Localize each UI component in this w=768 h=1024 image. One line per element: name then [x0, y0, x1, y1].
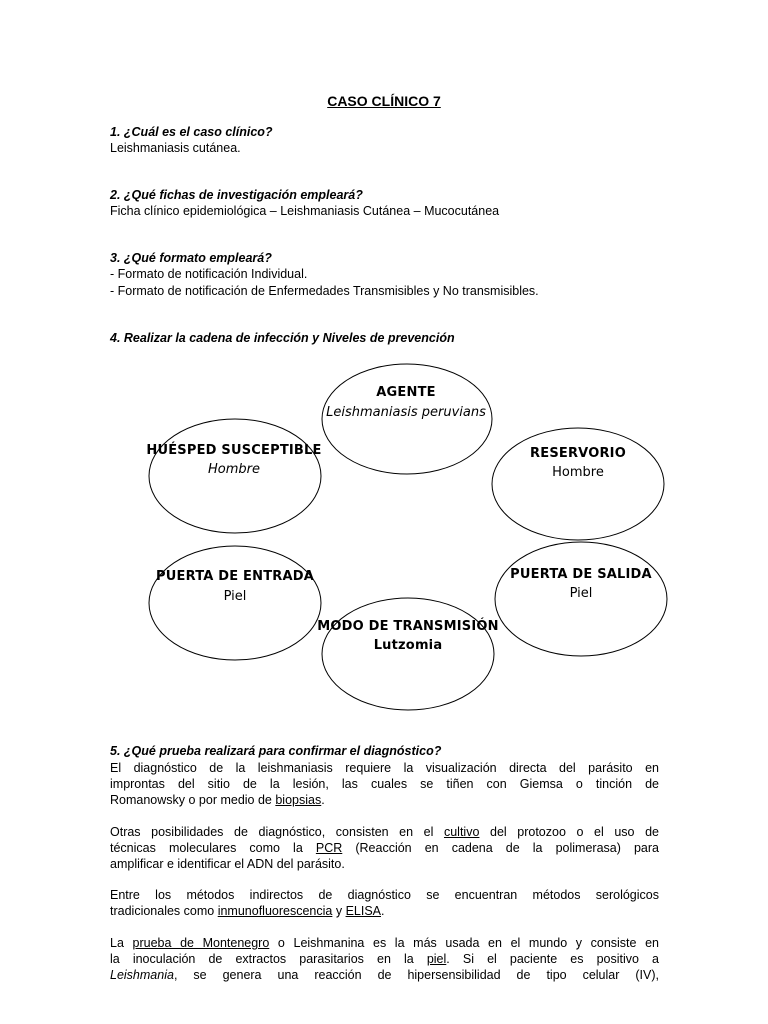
agente-label: AGENTE	[376, 385, 436, 400]
paragraph-1-line-1: El diagnóstico de la leishmaniasis requiere la visualización directa del parásito en	[110, 761, 659, 775]
link-pcr[interactable]: PCR	[315, 841, 343, 855]
text-segment: tradicionales como	[110, 904, 218, 918]
text-segment: y	[332, 904, 346, 918]
puerta-entrada-value: Piel	[223, 589, 247, 604]
paragraph-1	[110, 760, 659, 808]
paragraph-2	[110, 824, 659, 872]
reservorio-value: Hombre	[552, 465, 604, 480]
answer-3-line-2: - Formato de notificación de Enfermedades Transmisibles y No transmisibles.	[110, 284, 539, 298]
answer-3-line-1: - Formato de notificación Individual.	[110, 267, 308, 281]
text-segment: , se genera una reacción de hipersensibilidad de tipo celular (IV),	[173, 968, 659, 982]
paragraph-1-line-3	[110, 792, 659, 808]
text-segment: La	[110, 936, 133, 950]
answer-2: Ficha clínico epidemiológica – Leishmaniasis Cutánea – Mucocutánea	[110, 204, 500, 218]
link-biopsias[interactable]: biopsias	[275, 793, 322, 807]
text-segment: la inoculación de extractos parasitarios en la	[110, 952, 427, 966]
text-segment: o Leishmanina es la más usada en el mundo y consiste en	[269, 936, 659, 950]
paragraph-4-line-1	[110, 935, 659, 951]
huesped-value: Hombre	[208, 462, 260, 477]
paragraph-2-line-2	[110, 840, 659, 856]
text-segment: .	[381, 904, 385, 918]
question-1: 1. ¿Cuál es el caso clínico?	[110, 125, 273, 139]
huesped-label: HUÉSPED SUSCEPTIBLE	[146, 443, 322, 458]
text-segment: .	[321, 793, 325, 807]
paragraph-3-line-1: Entre los métodos indirectos de diagnóstico se encuentran métodos serológicos	[110, 888, 659, 902]
question-2: 2. ¿Qué fichas de investigación empleará?	[110, 188, 363, 202]
text-segment: Romanowsky o por medio de	[110, 793, 276, 807]
modo-transmision-value: Lutzomia	[373, 638, 443, 653]
paragraph-3-line-2	[110, 903, 659, 919]
ellipse-reservorio	[492, 428, 664, 540]
paragraph-4-line-3	[110, 967, 659, 983]
paragraph-2-line-3: amplificar e identificar el ADN del parásito.	[110, 857, 345, 871]
paragraph-3	[110, 887, 659, 919]
page-title: CASO CLÍNICO 7	[327, 93, 441, 109]
link-inmunofluorescencia[interactable]: inmunofluorescencia	[217, 904, 333, 918]
text-segment: Otras posibilidades de diagnóstico, consisten en el	[110, 825, 444, 839]
puerta-entrada-label: PUERTA DE ENTRADA	[156, 569, 314, 584]
question-5: 5. ¿Qué prueba realizará para confirmar el diagnóstico?	[110, 744, 442, 758]
puerta-salida-value: Piel	[569, 586, 593, 601]
text-segment: . Si el paciente es positivo a	[446, 952, 659, 966]
modo-transmision-label: MODO DE TRANSMISIÓN	[317, 619, 499, 634]
puerta-salida-label: PUERTA DE SALIDA	[510, 567, 652, 582]
text-segment: Leishmania	[110, 968, 174, 982]
paragraph-4-line-2	[110, 951, 659, 967]
link-piel[interactable]: piel	[426, 952, 447, 966]
answer-1: Leishmaniasis cutánea.	[110, 141, 241, 155]
question-4: 4. Realizar la cadena de infección y Niveles de prevención	[110, 331, 455, 345]
link-elisa[interactable]: ELISA	[345, 904, 381, 918]
paragraph-2-line-1	[110, 824, 659, 840]
link-cultivo[interactable]: cultivo	[443, 825, 480, 839]
question-3: 3. ¿Qué formato empleará?	[110, 251, 272, 265]
link-prueba-montenegro[interactable]: prueba de Montenegro	[132, 936, 270, 950]
paragraph-4	[110, 935, 659, 983]
agente-value: Leishmaniasis peruvians	[326, 405, 486, 420]
paragraph-1-line-2: improntas del sitio de la lesión, las cuales se tiñen con Giemsa o tinción de	[110, 777, 659, 791]
reservorio-label: RESERVORIO	[530, 446, 626, 461]
text-segment: técnicas moleculares como la	[110, 841, 316, 855]
text-segment: (Reacción en cadena de la polimerasa) para	[342, 841, 659, 855]
text-segment: del protozoo o el uso de	[479, 825, 659, 839]
ellipse-modo-transmision	[322, 598, 494, 710]
